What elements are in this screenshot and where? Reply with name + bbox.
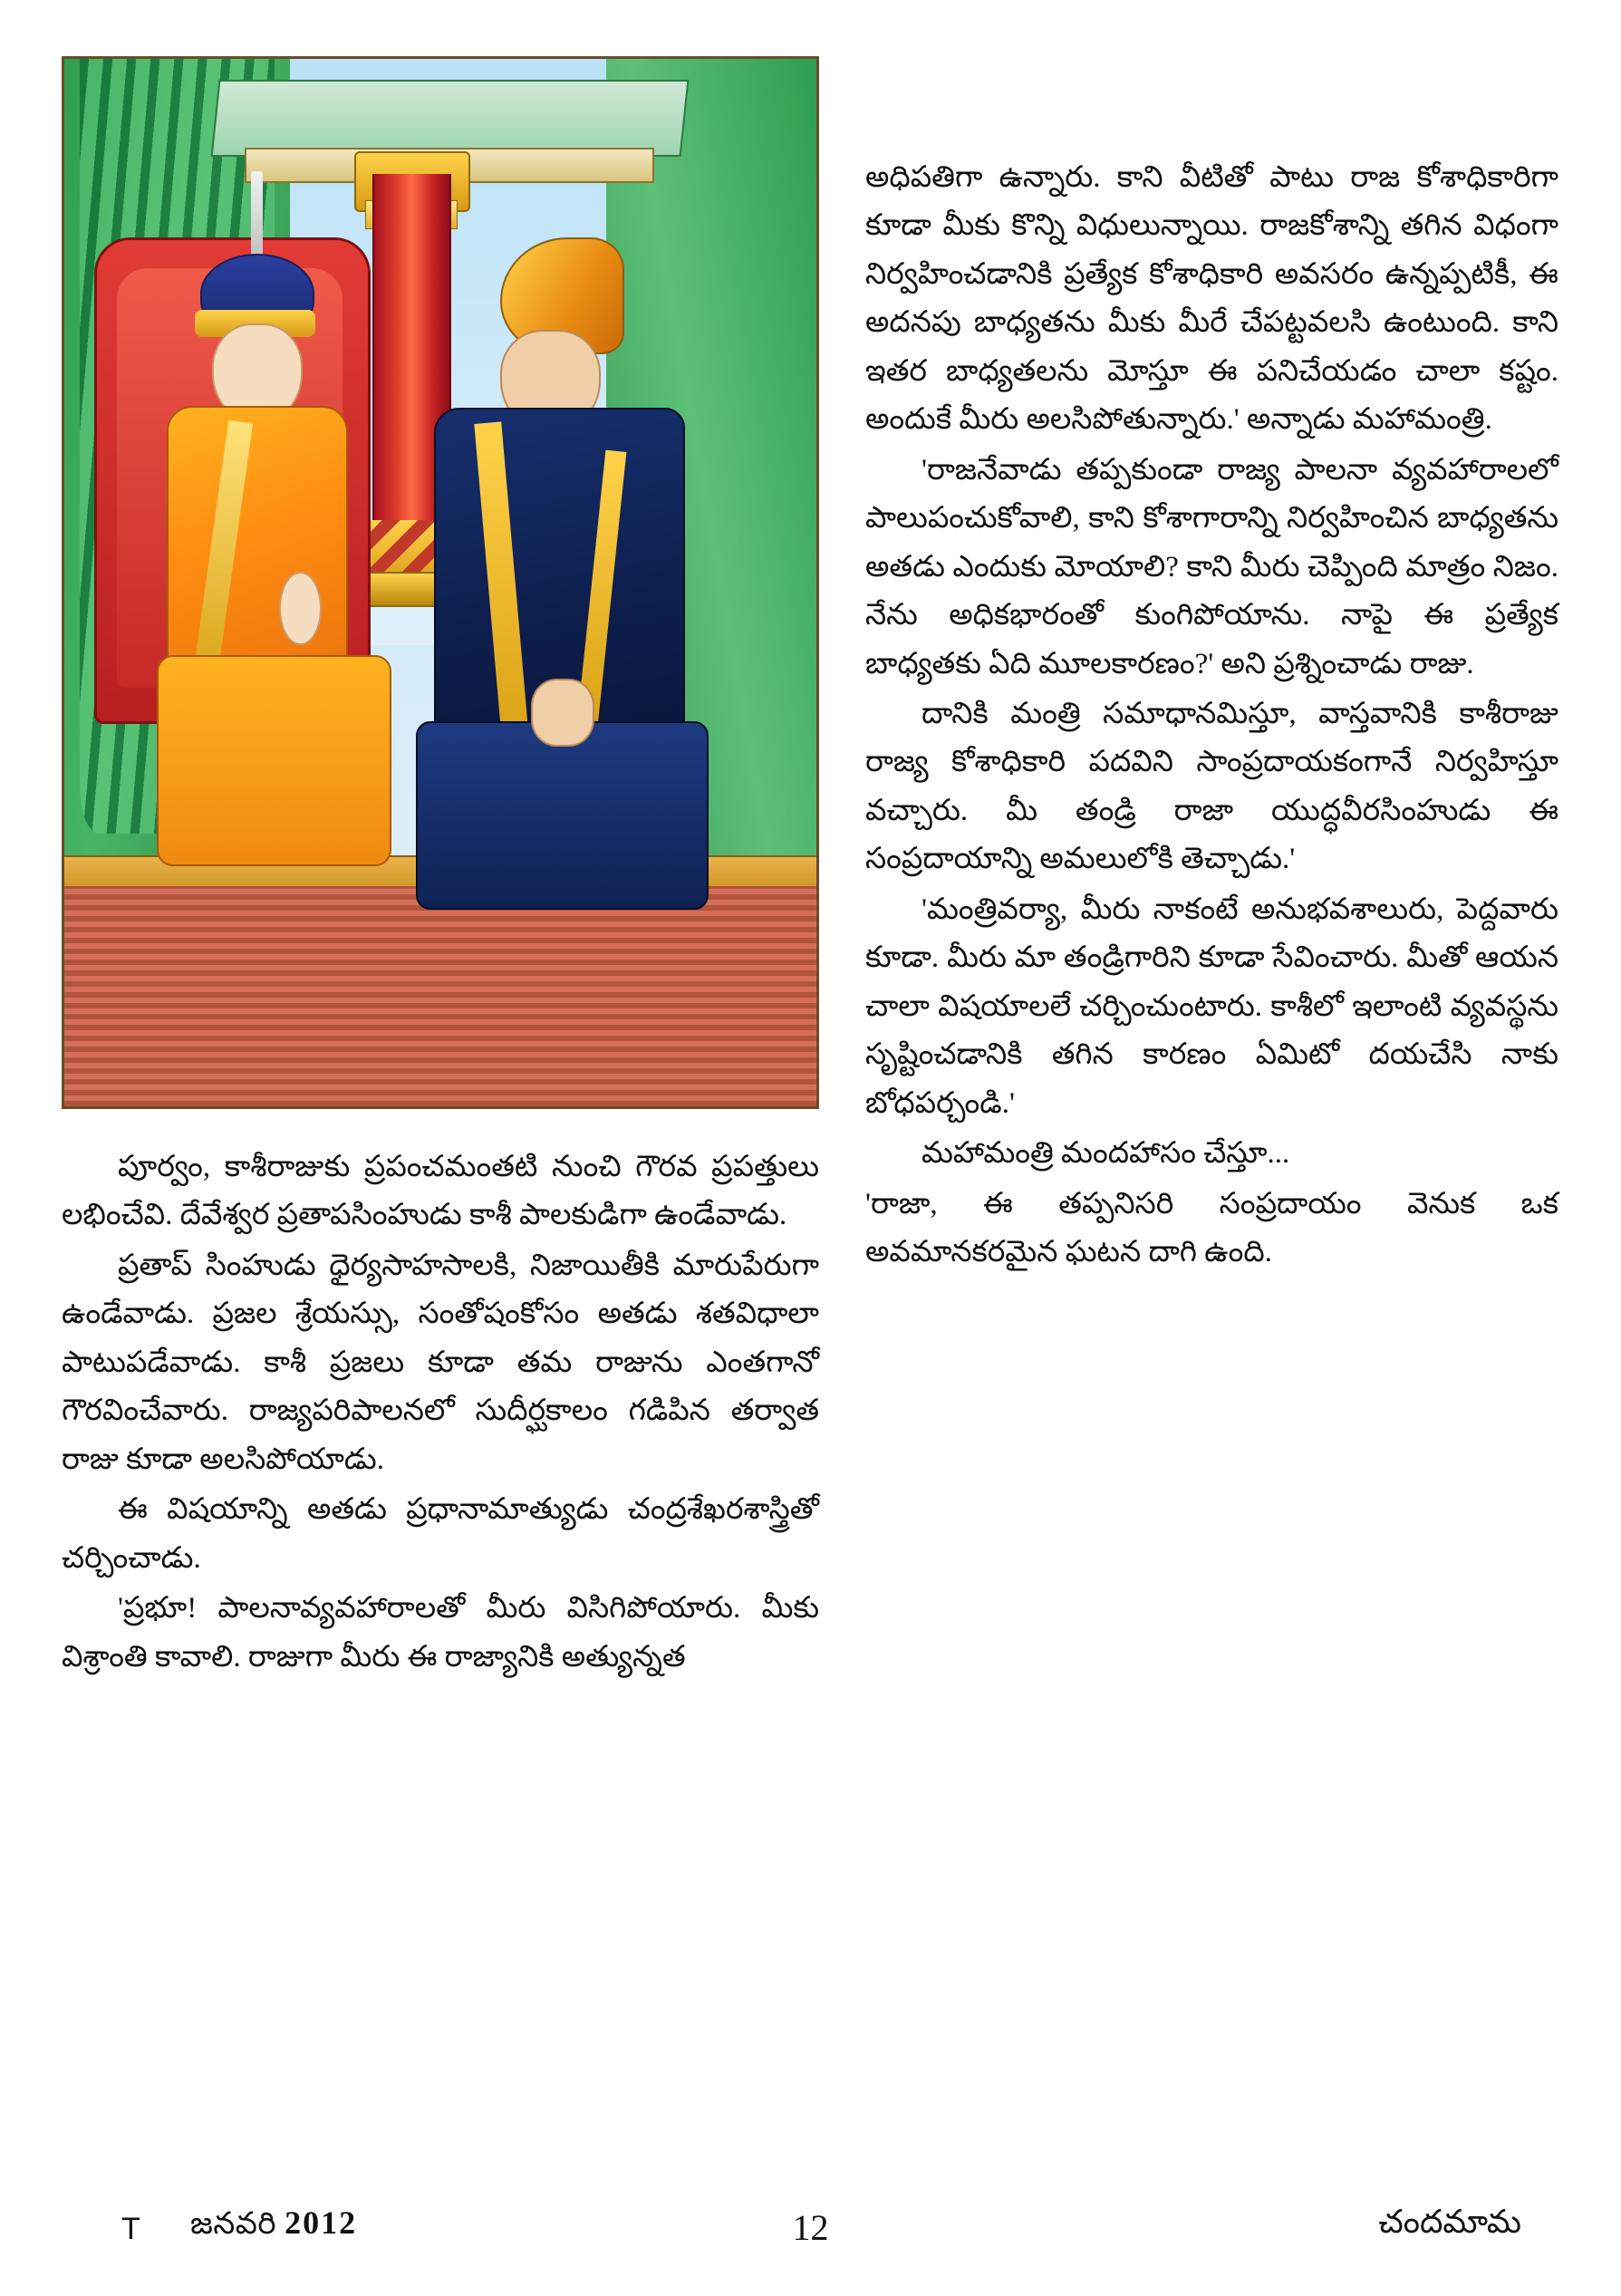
king-legs [157, 655, 391, 866]
story-illustration [62, 56, 819, 1109]
minister-legs [416, 721, 709, 910]
left-text-column [62, 1143, 819, 1683]
paragraph: 'ప్రభూ! పాలనావ్యవహారాలతో మీరు విసిగిపోయారు. మీకు విశ్రాంతి కావాలి. రాజుగా మీరు ఈ రాజ్యానికి అత్యున్నత [62, 1592, 819, 1674]
paragraph: మహామంత్రి మందహాసం చేస్తూ... [921, 1137, 1290, 1171]
king-hand [279, 572, 321, 644]
page-number: 12 [792, 2207, 829, 2248]
issue-month: జనవరి [190, 2207, 277, 2241]
minister-figure [410, 237, 711, 950]
paragraph: 'రాజనేవాడు తప్పకుండా రాజ్య పాలనా వ్యవహారాలలో పాలుపంచుకోవాలి, కాని కోశాగారాన్ని నిర్వహించిన బాధ్యతను అతడు ఎందుకు మోయాలి? కాని మీరు చెప్పింది మాత్రం నిజం. నేను అధికభారంతో కుంగిపోయాను. నాపై ఈ ప్రత్యేక బాధ్యతకు ఏది మూలకారణం?' అని ప్రశ్నించాడు రాజు. [865, 453, 1558, 680]
paragraph: 'మంత్రివర్యా, మీరు నాకంటే అనుభవశాలురు, పెద్దవారు కూడా. మీరు మా తండ్రిగారిని కూడా సేవించారు. మీతో ఆయన చాలా విషయాలలే చర్చించుంటారు. కాశీలో ఇలాంటి వ్యవస్థను సృష్టించడానికి తగిన కారణం ఏమిటో దయచేసి నాకు బోధపర్చండి.' [865, 892, 1558, 1120]
paragraph: ఈ విషయాన్ని అతడు ప్రధానామాత్యుడు చంద్రశేఖరశాస్త్రితో చర్చించాడు. [62, 1493, 819, 1575]
canopy-roof [211, 80, 690, 157]
page-footer [0, 2195, 1621, 2249]
paragraph: 'రాజా, ఈ తప్పనిసరి సంప్రదాయం వెనుక ఒక అవమానకరమైన ఘటన దాగి ఉంది. [865, 1187, 1558, 1269]
issue-year: 2012 [285, 2204, 358, 2241]
paragraph: పూర్వం, కాశీరాజుకు ప్రపంచమంతటి నుంచి గౌరవ ప్రపత్తులు లభించేవి. దేవేశ్వర ప్రతాపసింహుడు కాశీ పాలకుడిగా ఉండేవాడు. [62, 1151, 819, 1232]
paragraph: ప్రతాప్ సింహుడు ధైర్యసాహసాలకి, నిజాయితీకి మారుపేరుగా ఉండేవాడు. ప్రజల శ్రేయస్సు, సంతోషంకోసం అతడు శతవిధాలా పాటుపడేవాడు. కాశీ ప్రజలు కూడా తమ రాజును ఎంతగానో గౌరవించేవారు. రాజ్యపరిపాలనలో సుదీర్ఘకాలం గడిపిన తర్వాత రాజు కూడా అలసిపోయాడు. [62, 1249, 819, 1476]
minister-hands [531, 679, 594, 747]
right-text-column [865, 154, 1558, 1278]
page-mark: T [121, 2212, 141, 2246]
turban-plume [251, 171, 263, 261]
paragraph: దానికి మంత్రి సమాధానమిస్తూ, వాస్తవానికి కాశీరాజు రాజ్య కోశాధికారి పదవిని సాంప్రదాయకంగానే నిర్వహిస్తూ వచ్చారు. మీ తండ్రి రాజా యుద్ధవీరసింహుడు ఈ సంప్రదాయాన్ని అమలులోకి తెచ్చాడు.' [865, 697, 1558, 876]
paragraph: అధిపతిగా ఉన్నారు. కాని వీటితో పాటు రాజ కోశాధికారిగా కూడా మీకు కొన్ని విధులున్నాయి. రాజకోశాన్ని తగిన విధంగా నిర్వహించడానికి ప్రత్యేక కోశాధికారి అవసరం ఉన్నప్పటికీ, ఈ అదనపు బాధ్యతను మీకు మీరే చేపట్టవలసి ఉంటుంది. కాని ఇతర బాధ్యతలను మోస్తూ ఈ పనిచేయడం చాలా కష్టం. అందుకే మీరు అలసిపోతున్నారు.' అన్నాడు మహామంత్రి. [865, 161, 1558, 437]
king-figure [147, 227, 388, 918]
magazine-name: చందమామ [1378, 2204, 1521, 2240]
